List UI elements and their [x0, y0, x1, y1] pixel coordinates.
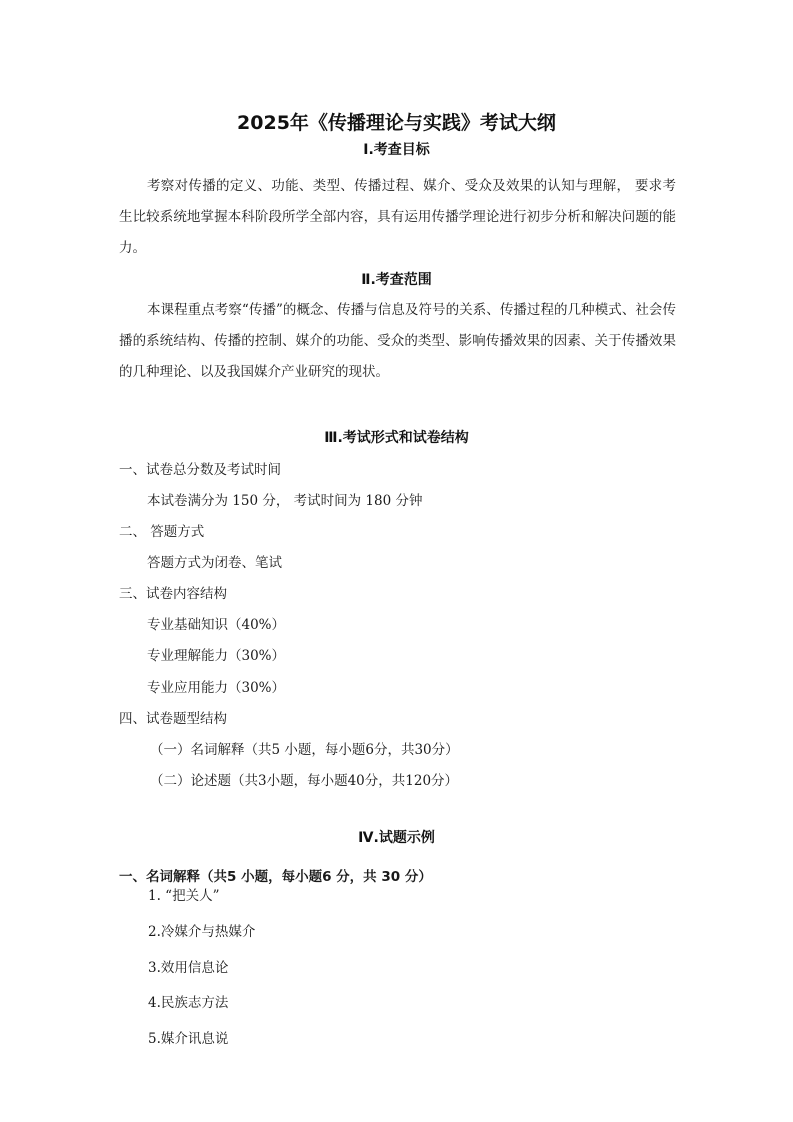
format-item-detail: （一）名词解释（共5 小题，每小题6分，共30分）: [150, 742, 459, 758]
section-heading-objectives: Ⅰ.考查目标: [363, 142, 430, 158]
format-item-detail: 专业理解能力（30%）: [147, 648, 286, 664]
example-question: 1. “把关人”: [148, 888, 220, 904]
section-heading-examples: Ⅳ.试题示例: [358, 830, 435, 846]
section-heading-exam-format: Ⅲ.考试形式和试卷结构: [324, 430, 469, 446]
section-paragraph-objectives: 考察对传播的定义、功能、类型、传播过程、媒介、受众及效果的认知与理解， 要求考生比较系统地掌握本科阶段所学全部内容，具有运用传播学理论进行初步分析和解决问题的能力。: [119, 178, 676, 256]
format-item-detail: 答题方式为闭卷、笔试: [147, 555, 282, 571]
format-item-label: 四、试卷题型结构: [119, 711, 227, 727]
format-item-detail: 本试卷满分为 150 分， 考试时间为 180 分钟: [147, 493, 423, 509]
examples-subheading: 一、名词解释（共5 小题，每小题6 分，共 30 分）: [119, 869, 432, 885]
format-item-detail: 专业基础知识（40%）: [147, 617, 286, 633]
section-paragraph-scope: 本课程重点考察“传播”的概念、传播与信息及符号的关系、传播过程的几种模式、社会传播的系统结构、传播的控制、媒介的功能、受众的类型、影响传播效果的因素、关于传播效果的几种理论、以及我国媒介产业研究的现状。: [119, 302, 676, 380]
example-question: 3.效用信息论: [148, 960, 229, 976]
example-question: 5.媒介讯息说: [148, 1031, 229, 1047]
document-title: 2025年《传播理论与实践》考试大纲: [237, 112, 556, 134]
format-item-detail: （二）论述题（共3小题，每小题40分，共120分）: [150, 773, 459, 789]
example-question: 4.民族志方法: [148, 995, 229, 1011]
section-heading-scope: Ⅱ.考查范围: [361, 272, 432, 288]
format-item-label: 三、试卷内容结构: [119, 586, 227, 602]
format-item-label: 一、试卷总分数及考试时间: [119, 462, 281, 478]
example-question: 2.冷媒介与热媒介: [148, 924, 256, 940]
format-item-detail: 专业应用能力（30%）: [147, 680, 286, 696]
format-item-label: 二、 答题方式: [119, 524, 205, 540]
